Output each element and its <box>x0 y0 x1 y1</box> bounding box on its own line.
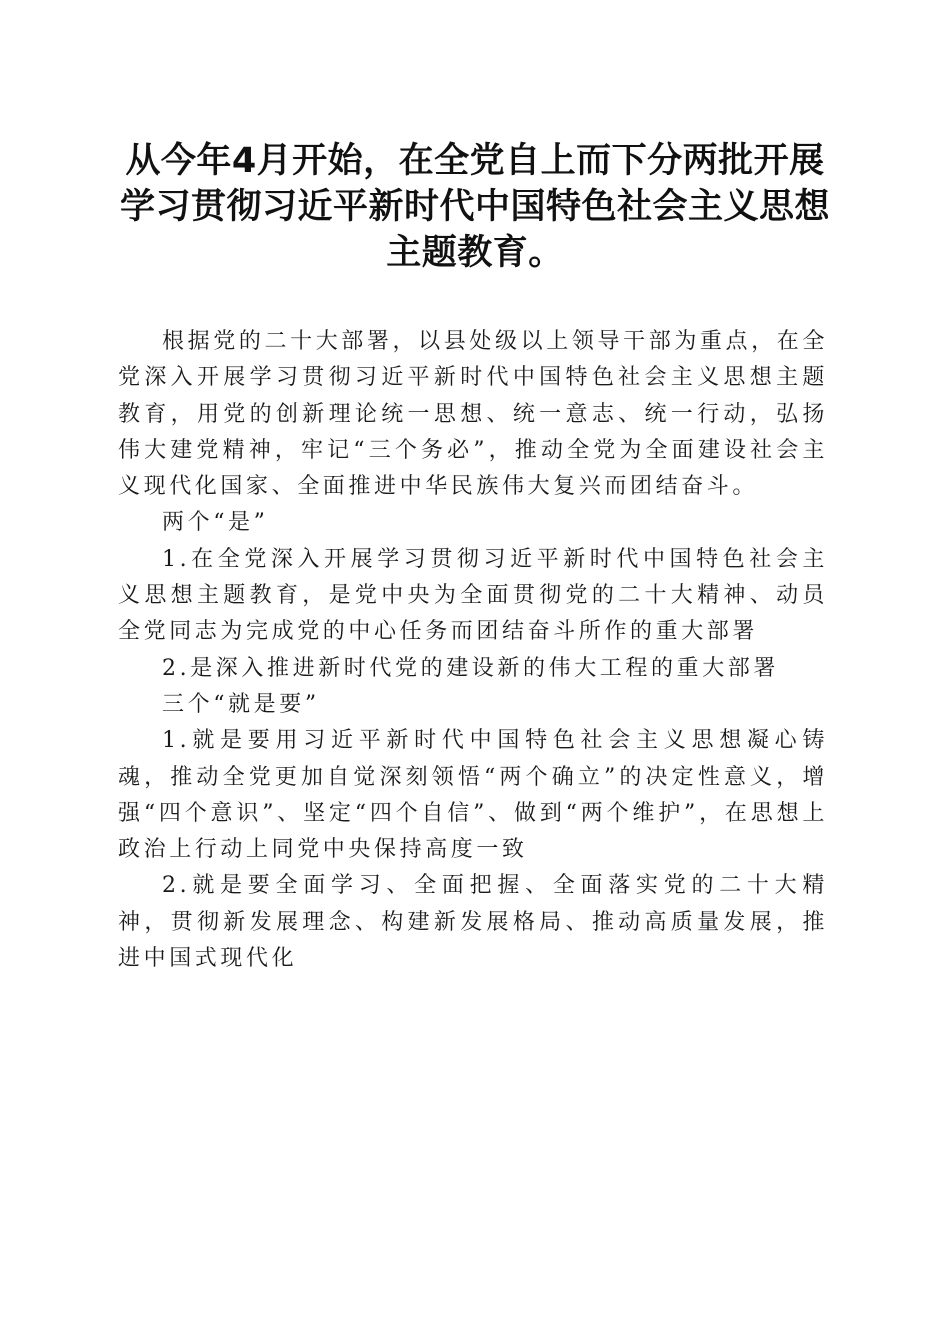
section-heading-three-jiushiyao: 三个“就是要” <box>162 691 320 717</box>
section-heading-two-shi: 两个“是” <box>162 510 269 536</box>
intro-paragraph: 根据党的二十大部署，以县处级以上领导干部为重点，在全党深入开展学习贯彻习近平新时代中国特色社会主义思想主题教育，用党的创新理论统一思想、统一意志、统一行动，弘扬伟大建党精神，牢记“三个务必”，推动全党为全面建设社会主义现代化国家、全面推进中华民族伟大复兴而团结奋斗。 <box>118 329 828 500</box>
list-item: 2.是深入推进新时代党的建设新的伟大工程的重大部署 <box>162 655 779 681</box>
list-item: 1.在全党深入开展学习贯彻习近平新时代中国特色社会主义思想主题教育，是党中央为全面贯彻党的二十大精神、动员全党同志为完成党的中心任务而团结奋斗所作的重大部署 <box>118 546 828 645</box>
document-body <box>118 324 828 977</box>
list-item: 2.就是要全面学习、全面把握、全面落实党的二十大精神，贯彻新发展理念、构建新发展格局、推动高质量发展，推进中国式现代化 <box>118 873 828 972</box>
list-item: 1.就是要用习近平新时代中国特色社会主义思想凝心铸魂，推动全党更加自觉深刻领悟“两个确立”的决定性意义，增强“四个意识”、坚定“四个自信”、做到“两个维护”，在思想上政治上行动上同党中央保持高度一致 <box>118 728 828 863</box>
document-title: 从今年4月开始，在全党自上而下分两批开展学习贯彻习近平新时代中国特色社会主义思想主题教育。 <box>119 141 830 273</box>
